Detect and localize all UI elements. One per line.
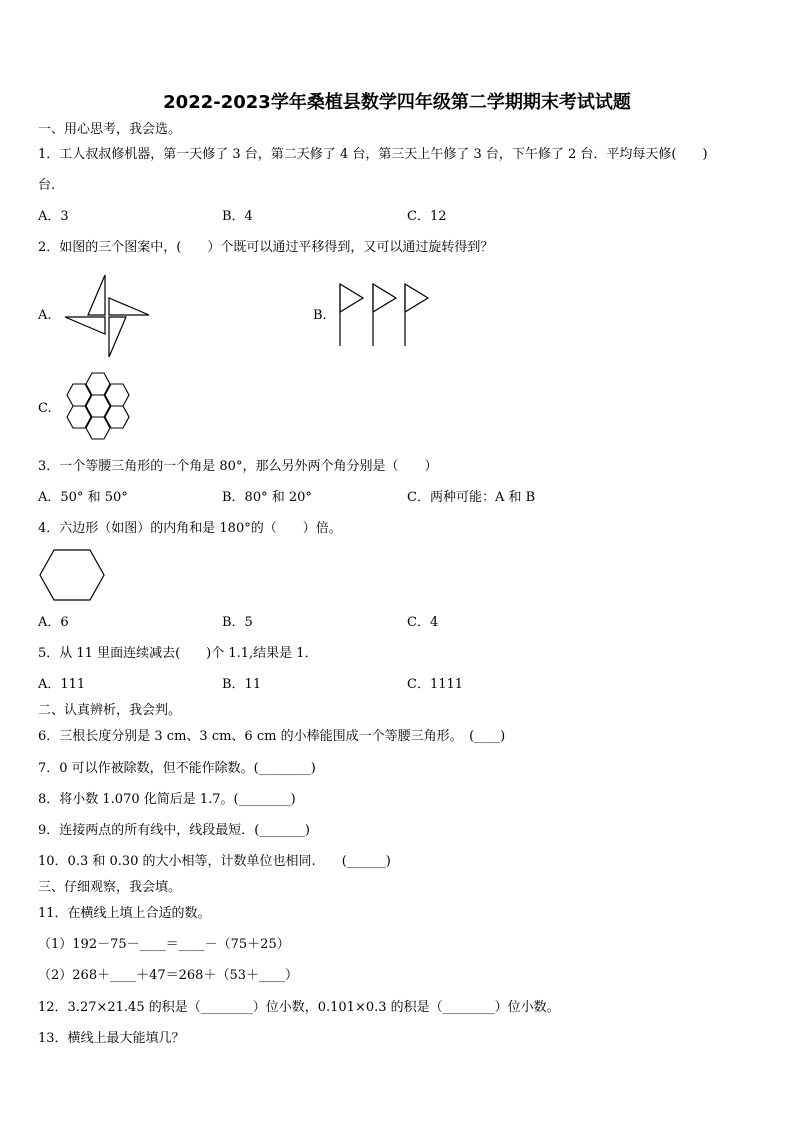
question-9-text: 9．连接两点的所有线中，线段最短．(_______): [38, 823, 310, 838]
question-8-text: 8．将小数 1.070 化简后是 1.7。(________): [38, 792, 296, 807]
question-1-option-c[interactable]: C．12: [407, 209, 447, 224]
question-11-text: 11．在横线上填上合适的数。: [38, 906, 211, 921]
question-2-option-a[interactable]: A.: [38, 308, 52, 323]
question-1-option-a[interactable]: A．3: [38, 209, 69, 224]
question-3-option-c[interactable]: C．两种可能：A 和 B: [407, 490, 536, 505]
question-5-text: 5．从 11 里面连续减去( )个 1.1,结果是 1．: [38, 646, 318, 661]
section-heading-2: 二、认真辨析，我会判。: [38, 703, 182, 718]
question-6-text: 6．三根长度分别是 3 cm、3 cm、6 cm 的小棒能围成一个等腰三角形。 (____): [38, 729, 506, 744]
question-3-text: 3．一个等腰三角形的一个角是 80°，那么另外两个角分别是（ ）: [38, 459, 438, 474]
question-1-option-b[interactable]: B．4: [222, 209, 253, 224]
question-3-option-a[interactable]: A．50° 和 50°: [38, 490, 128, 505]
question-2-text: 2．如图的三个图案中，( ）个既可以通过平移得到，又可以通过旋转得到？: [38, 240, 494, 255]
hexagon-figure: [38, 548, 106, 602]
question-7-text: 7．0 可以作被除数，但不能作除数。(________): [38, 761, 316, 776]
question-4-option-a[interactable]: A．6: [38, 615, 69, 630]
question-1-continuation: 台.: [38, 178, 56, 193]
hexagon-tessellation-figure: [60, 370, 140, 450]
question-5-option-a[interactable]: A．111: [38, 677, 86, 692]
question-2-option-b[interactable]: B.: [313, 308, 327, 323]
question-12-text: 12．3.27×21.45 的积是（________）位小数，0.101×0.3 的积是（________）位小数。: [38, 1000, 560, 1015]
page-title: 2022-2023学年桑植县数学四年级第二学期期末考试试题: [163, 92, 631, 113]
question-11-part-1: （1）192－75－____＝____－（75＋25）: [38, 937, 290, 952]
question-4-option-b[interactable]: B．5: [222, 615, 253, 630]
question-1-text: 1．工人叔叔修机器，第一天修了 3 台，第二天修了 4 台，第三天上午修了 3 台，下午修了 2 台．平均每天修( ): [38, 147, 708, 162]
question-3-option-b[interactable]: B．80° 和 20°: [222, 490, 312, 505]
question-5-option-b[interactable]: B．11: [222, 677, 262, 692]
question-4-option-c[interactable]: C．4: [407, 615, 439, 630]
section-heading-1: 一、用心思考，我会选。: [38, 122, 182, 137]
question-10-text: 10．0.3 和 0.30 的大小相等，计数单位也相同. (______): [38, 854, 391, 869]
section-heading-3: 三、仔细观察，我会填。: [38, 880, 182, 895]
question-2-option-c[interactable]: C.: [38, 401, 52, 416]
flags-figure: [336, 282, 436, 348]
question-11-part-2: （2）268＋____＋47＝268＋（53＋____）: [38, 968, 298, 983]
pinwheel-figure: [60, 270, 155, 362]
question-13-text: 13．横线上最大能填几？: [38, 1031, 185, 1046]
question-5-option-c[interactable]: C．1111: [407, 677, 464, 692]
question-4-text: 4．六边形（如图）的内角和是 180°的（ ）倍。: [38, 521, 342, 536]
